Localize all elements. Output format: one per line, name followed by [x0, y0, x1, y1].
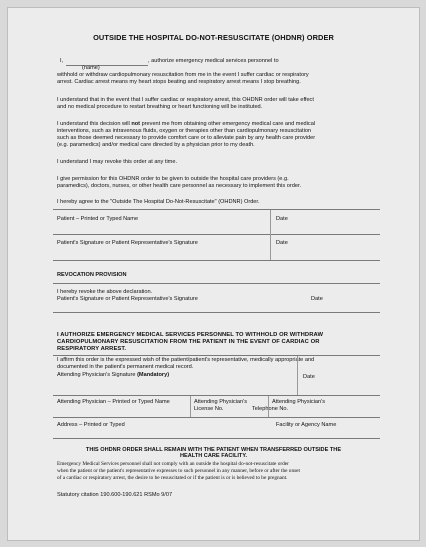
revocation-line-1: I hereby revoke the above declaration. [57, 289, 153, 295]
divider [297, 356, 298, 395]
patient-name-label: Patient – Printed or Typed Name [57, 216, 139, 222]
physician-license-label-1: Attending Physician's [194, 399, 247, 405]
affirm-line-2: documented in the patient's permanent medical record. [57, 364, 194, 370]
statutory-citation: Statutory citation 190.600-190.621 RSMo 9/07 [57, 492, 173, 498]
divider [190, 396, 191, 418]
revocation-line-2: Patient's Signature or Patient Representative's Signature [57, 296, 198, 302]
understand1-line-2: and no medical procedure to restart breathing or heart functioning will be instituted. [57, 104, 263, 110]
intro-name-caption: (name) [82, 65, 100, 71]
intro-line-3: withhold or withdraw cardiopulmonary resuscitation from me in the event I suffer cardiac or respiratory [57, 72, 309, 78]
understand2-part-a: I understand this decision will [57, 121, 132, 127]
patient-name-line[interactable] [53, 234, 380, 235]
revocation-heading: REVOCATION PROVISION [57, 272, 127, 278]
divider [53, 209, 380, 210]
patient-signature-date-label: Date [276, 240, 288, 246]
revoke-any-time: I understand I may revoke this order at any time. [57, 159, 178, 165]
intro-authorize: , authorize emergency medical services personnel to [148, 58, 279, 64]
physician-signature-text: Attending Physician's Signature [57, 372, 138, 378]
address-line[interactable] [53, 438, 380, 439]
understand2-line-1 [57, 121, 315, 128]
divider [53, 355, 380, 356]
physician-date-label: Date [303, 374, 315, 380]
authorize-line-2: CARDIOPULMONARY RESUSCITATION FROM THE PATIENT IN THE EVENT OF CARDIAC OR [57, 339, 320, 345]
agree-statement: I hereby agree to the "Outside The Hospital Do-Not-Resuscitate" (OHDNR) Order. [57, 199, 260, 205]
physician-signature-mandatory: (Mandatory) [137, 372, 170, 378]
authorize-line-1: I AUTHORIZE EMERGENCY MEDICAL SERVICES PERSONNEL TO WITHHOLD OR WITHDRAW [57, 332, 324, 338]
divider [268, 396, 269, 418]
physician-printed-name-label: Attending Physician – Printed or Typed Name [57, 399, 170, 405]
ems-note-line-3: of a cardiac or respiratory arrest, the desire to be resuscitated or if the patient is or is believed to be pregnant. [57, 475, 288, 481]
understand2-line-2: interventions, such as intravenous fluids, oxygen or therapies other than cardiopulmonary resuscitation [57, 128, 312, 134]
closing-line-1: THIS OHDNR ORDER SHALL REMAIN WITH THE PATIENT WHEN TRANSFERRED OUTSIDE THE [85, 447, 342, 453]
ems-note-line-1: Emergency Medical Services personnel shall not comply with an outside the hospital do-not-resuscitate order [57, 461, 289, 467]
permission-line-2: paramedics), doctors, nurses, or other health care personnel as necessary to implement this order. [57, 183, 302, 189]
physician-phone-label-1: Attending Physician's [272, 399, 325, 405]
physician-info-line[interactable] [53, 417, 380, 418]
physician-signature-line[interactable] [53, 395, 380, 396]
facility-label: Facility or Agency Name [276, 422, 337, 428]
patient-signature-label: Patient's Signature or Patient Representative's Signature [57, 240, 198, 246]
address-label: Address – Printed or Typed [57, 422, 125, 428]
permission-line-1: I give permission for this OHDNR order to be given to outside the hospital care providers (e.g. [57, 176, 289, 182]
understand2-line-3: such as those deemed necessary to provide comfort care or to alleviate pain by any health care provider [57, 135, 316, 141]
revocation-date-label: Date [311, 296, 323, 302]
understand2-line-4: (e.g. paramedics) and/or medical care directed by a physician prior to my death. [57, 142, 255, 148]
intro-i: I, [60, 58, 64, 64]
revocation-signature-line[interactable] [53, 312, 380, 313]
authorize-line-3: RESPIRATORY ARREST. [57, 346, 127, 352]
understand2-not: not [131, 121, 141, 127]
patient-signature-line[interactable] [53, 260, 380, 261]
physician-phone-label-2: Telephone No. [252, 406, 289, 412]
ohdnr-form [7, 7, 420, 541]
divider [270, 210, 271, 260]
understand2-part-c: prevent me from obtaining other emergency medical care and medical [140, 121, 316, 127]
patient-name-line[interactable] [66, 65, 148, 66]
intro-line-4: arrest. Cardiac arrest means my heart stops beating and respiratory arrest means I stop breathing. [57, 79, 301, 85]
physician-signature-label [57, 372, 169, 379]
understand1-line-1: I understand that in the event that I suffer cardiac or respiratory arrest, this OHDNR order will take effect [57, 97, 314, 103]
affirm-line-1: I affirm this order is the expressed wish of the patient/patient's representative, medically appropriate and [57, 357, 315, 363]
divider [53, 283, 380, 284]
closing-line-2: HEALTH CARE FACILITY. [179, 453, 248, 459]
ems-note-line-2: when the patient or the patient's representative expresses to such personnel in any manner, before or after the onset [57, 468, 300, 474]
patient-date-label: Date [276, 216, 288, 222]
physician-license-label-2: License No. [194, 406, 224, 412]
form-title: OUTSIDE THE HOSPITAL DO-NOT-RESUSCITATE (OHDNR) ORDER [93, 33, 334, 42]
